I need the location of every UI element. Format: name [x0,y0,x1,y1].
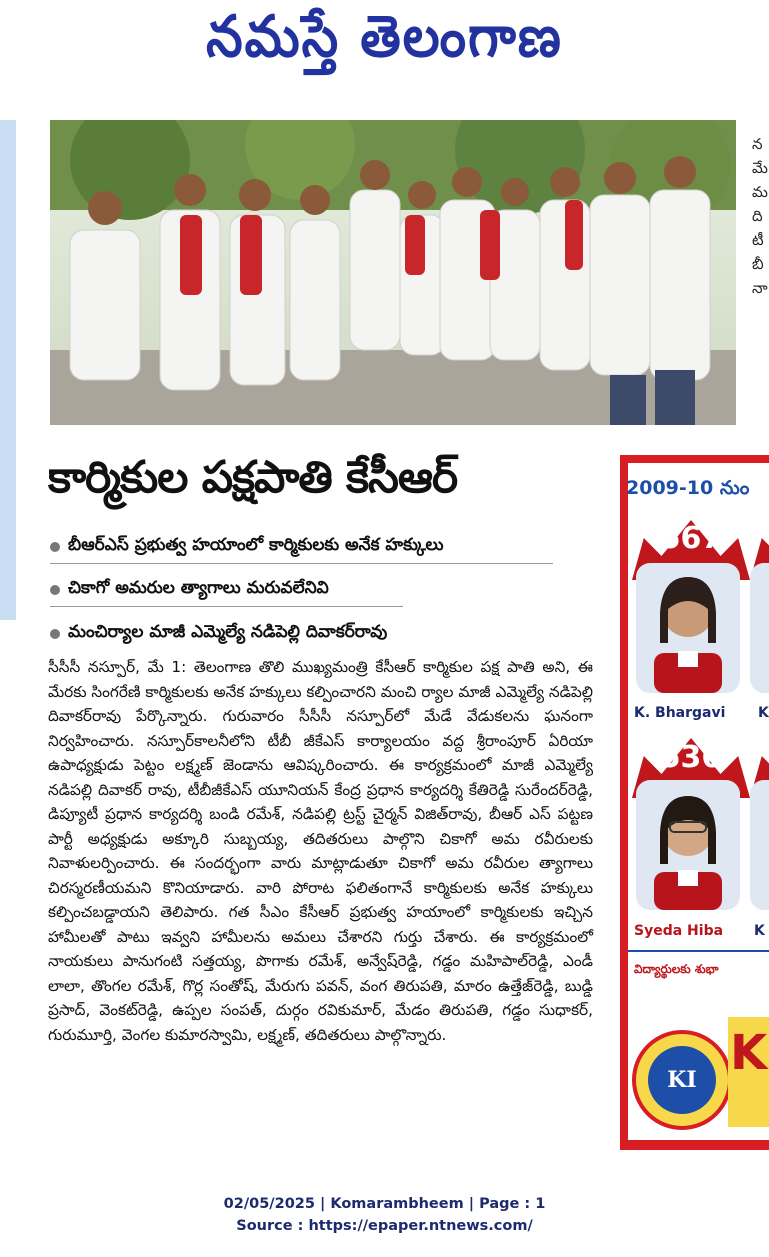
left-column-strip [0,120,16,620]
school-logo-text: KI [648,1046,716,1114]
student-photo-partial [750,563,769,693]
subheadline-1 [50,535,443,559]
adjacent-column-text [752,132,769,300]
side-text-line: మే [752,159,768,177]
side-text-line: బీ [752,255,764,273]
side-text-line: ది [752,207,763,225]
side-text-line: టీ [752,231,764,249]
footer-dateline: 02/05/2025 | Komarambheem | Page : 1 [223,1196,546,1212]
student-name: Syeda Hiba [634,923,724,939]
subheadline-3 [50,622,387,646]
ad-brand-letter: K [730,1025,768,1081]
ad-year-text: 2009-10 నుం [626,477,750,499]
score-value: 536 [659,740,723,775]
ad-wish-band [628,950,769,1002]
subheadline-text: చికాగో అమరుల త్యాగాలు మరువలేనివి [68,578,329,598]
bullet-icon [50,585,60,595]
student-portrait-icon [636,563,740,693]
footer-source: Source : https://epaper.ntnews.com/ [236,1218,533,1234]
bullet-icon [50,629,60,639]
subheadline-text: బీఆర్ఎస్ ప్రభుత్వ హయాంలో కార్మికులకు అనేక హక్కులు [68,535,444,555]
student-name: K. Bhargavi [634,705,726,721]
student-photo [636,563,740,693]
side-text-line: న [752,135,763,153]
student-photo [636,780,740,910]
ad-brand-block [728,1017,769,1127]
bullet-icon [50,542,60,552]
subheadline-rule [50,606,403,607]
subheadline-2 [50,578,329,602]
student-photo-partial [750,780,769,910]
article-body: సీసీసీ నస్పూర్, మే 1: తెలంగాణ తొలి ముఖ్యమంత్రి కేసీఆర్ కార్మికుల పక్ష పాతి అని, ఈ మేరకు సింగరేణి కార్మికులకు అనేక హక్కులు కల్పించారని మంచి ర్యాల మాజీ ఎమ్మెల్యే నడిపెల్లి దివాకర్‌రావు పేర్కొన్నారు. గురువారం సీసీసీ నస్పూర్‌లో మేడే వేడుకలను ఘనంగా నిర్వహించారు. నస్పూర్‌కాలనీలోని టీబీ జీకేఎస్ కార్యాలయం వద్ద శ్రీరాంపూర్ ఏరియా ఉపాధ్యక్షుడు పెట్టం లక్ష్మణ్ జెండాను ఆవిష్కరించారు. ఈ కార్యక్రమంలో మాజీ ఎమ్మెల్యే నడిపల్లి దివాకర్ రావు, టీబీజీకేఎస్ యూనియన్ కేంద్ర ప్రధాన కార్యదర్శి కేతిరెడ్డి సురేందర్‌రెడ్డి, డిప్యూటీ ప్రధాన కార్యదర్శి బండి రమేశ్, నడిపల్లి ట్రస్ట్ చైర్మన్ విజిత్‌రావు, బీఆర్ ఎస్ పట్టణ పార్టీ అధ్యక్షుడు అక్కూరి సుబ్బయ్య, తదితరులు పాల్గొని చికాగో అమ రవీరులకు నివాళులర్పించారు. ఈ సందర్భంగా వారు మాట్లాడుతూ చికాగో అమ రవీరుల త్యాగాలు చిరస్మరణీయమని కొనియాడారు. వారి పోరాట ఫలితంగానే కార్మికులకు అనేక హక్కులు కల్పించబడ్డాయని తెలిపారు. గత సీఎం కేసీఆర్ ప్రభుత్వ హయాంలో కార్మికులకు ఇచ్చిన హామీలతో పాటు ఇవ్వని హామీలను అమలు చేశారని గుర్తు చేశారు. ఈ కార్యక్రమంలో నాయకులు పానుగంటి సత్తయ్య, పొగాకు రమేశ్, అన్వేష్‌రెడ్డి, గడ్డం మహిపాల్‌రెడ్డి, ఎండీ లాలా, తొంగల రమేశ్, గొర్ల సంతోష్, మేరుగు పవన్, వంగ తిరుపతి, మారం ఉత్తేజ్‌రెడ్డి, బుడ్డి ప్రసాద్, వెంకట్‌రెడ్డి, ఉప్పల సంపత్, దుర్గం రవికుమార్, మేడం తిరుపతి, గడ్డం సుధాకర్, గురుమూర్తి, వెంగల కుమారస్వామి, లక్ష్మణ్, తదితరులు పాల్గొన్నారు. [48,658,593,1044]
ad-wish-text: విద్యార్థులకు శుభా [634,962,719,976]
group-photo-illustration [50,120,736,425]
masthead-title: నమస్తే తెలంగాణ [206,4,563,71]
article-headline: కార్మికుల పక్షపాతి కేసీఆర్ [48,452,458,503]
student-name-partial: K [758,705,769,721]
student-portrait-icon [636,780,740,910]
masthead [0,0,769,110]
side-text-line: నా [752,279,768,297]
article-photo [50,120,736,425]
school-logo [632,1030,732,1130]
subheadline-rule [50,563,553,564]
score-value: 567 [659,521,723,556]
student-name-partial: K [754,923,765,939]
side-text-line: మ [752,183,768,201]
subheadline-text: మంచిర్యాల మాజీ ఎమ్మెల్యే నడిపెల్లి దివాకర్‌రావు [68,622,388,642]
school-advertisement [620,455,769,1150]
